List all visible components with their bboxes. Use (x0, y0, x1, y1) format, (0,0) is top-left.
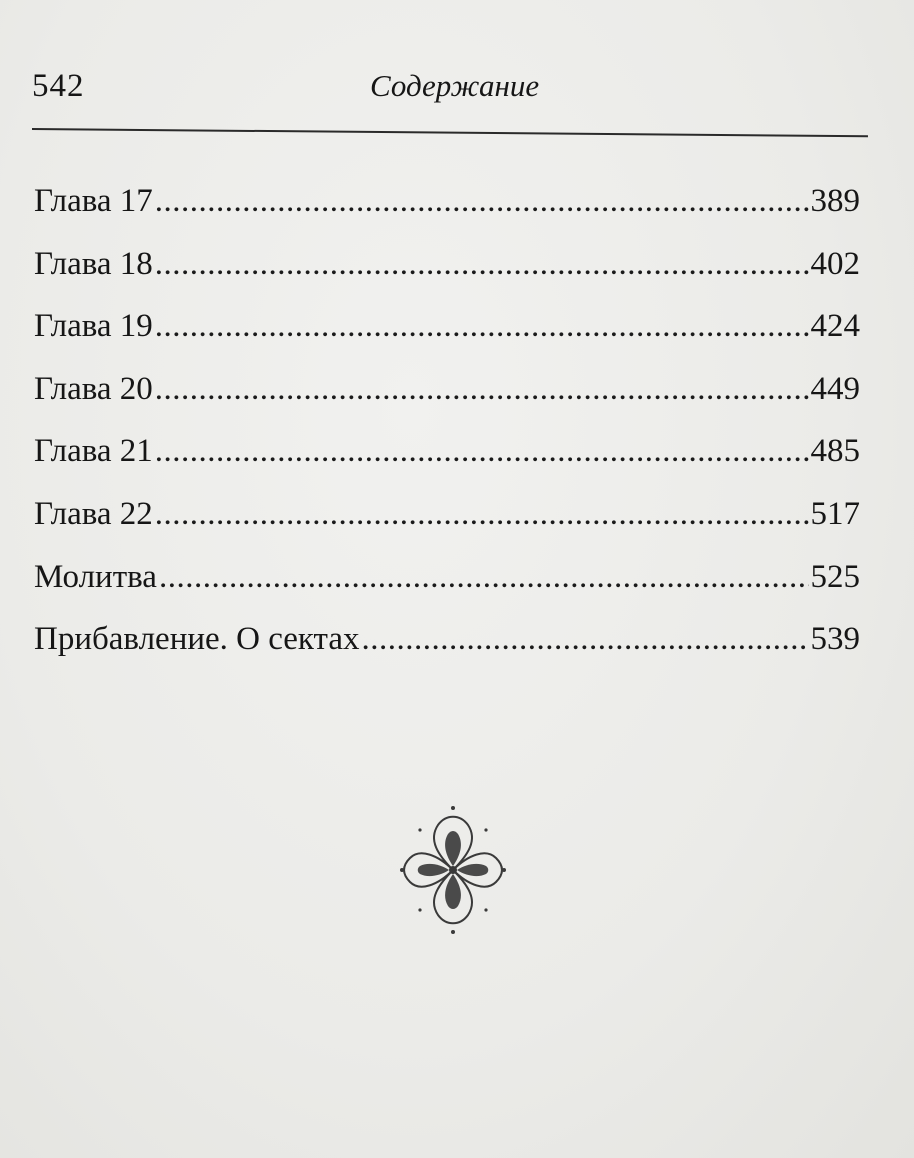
floral-fleuron-icon (398, 800, 508, 940)
page-number: 542 (32, 68, 85, 104)
toc-entry-label: Глава 22 (34, 495, 153, 532)
dot-leader (362, 608, 809, 670)
toc-entry (34, 420, 860, 483)
running-head (32, 68, 868, 108)
toc-entry-label: Молитва (34, 558, 157, 595)
toc-entry-page: 424 (810, 308, 860, 345)
toc-entry-label: Глава 19 (34, 308, 153, 345)
toc-entry-label: Глава 17 (34, 183, 153, 219)
running-title: Содержание (370, 68, 540, 103)
toc-entry-label: Прибавление. О сектах (34, 621, 360, 658)
toc-entry-page: 517 (810, 495, 860, 532)
toc-entry-page: 449 (810, 370, 860, 407)
dot-leader (155, 295, 809, 357)
dot-leader (155, 233, 809, 295)
toc-entry (34, 295, 860, 358)
toc-entry-label: Глава 21 (34, 433, 153, 470)
toc-entry (34, 483, 860, 546)
header-rule (32, 128, 868, 137)
dot-leader (155, 483, 809, 545)
toc-entry-page: 485 (810, 433, 860, 470)
toc-entry-page: 539 (810, 621, 860, 658)
toc-entry-page: 525 (810, 558, 860, 595)
dot-leader (155, 420, 809, 482)
toc-entry-page: 389 (810, 183, 860, 219)
dot-leader (159, 546, 809, 608)
toc-entry-page: 402 (810, 245, 860, 282)
toc-entry (34, 608, 860, 671)
toc-entry-label: Глава 18 (34, 245, 153, 282)
toc-entry (34, 358, 860, 421)
dot-leader (155, 170, 809, 232)
toc-entry (34, 546, 860, 609)
toc-entry-label: Глава 20 (34, 370, 153, 407)
toc-entry (34, 170, 860, 233)
toc-entry (34, 233, 860, 296)
dot-leader (155, 358, 809, 420)
table-of-contents (34, 170, 860, 671)
